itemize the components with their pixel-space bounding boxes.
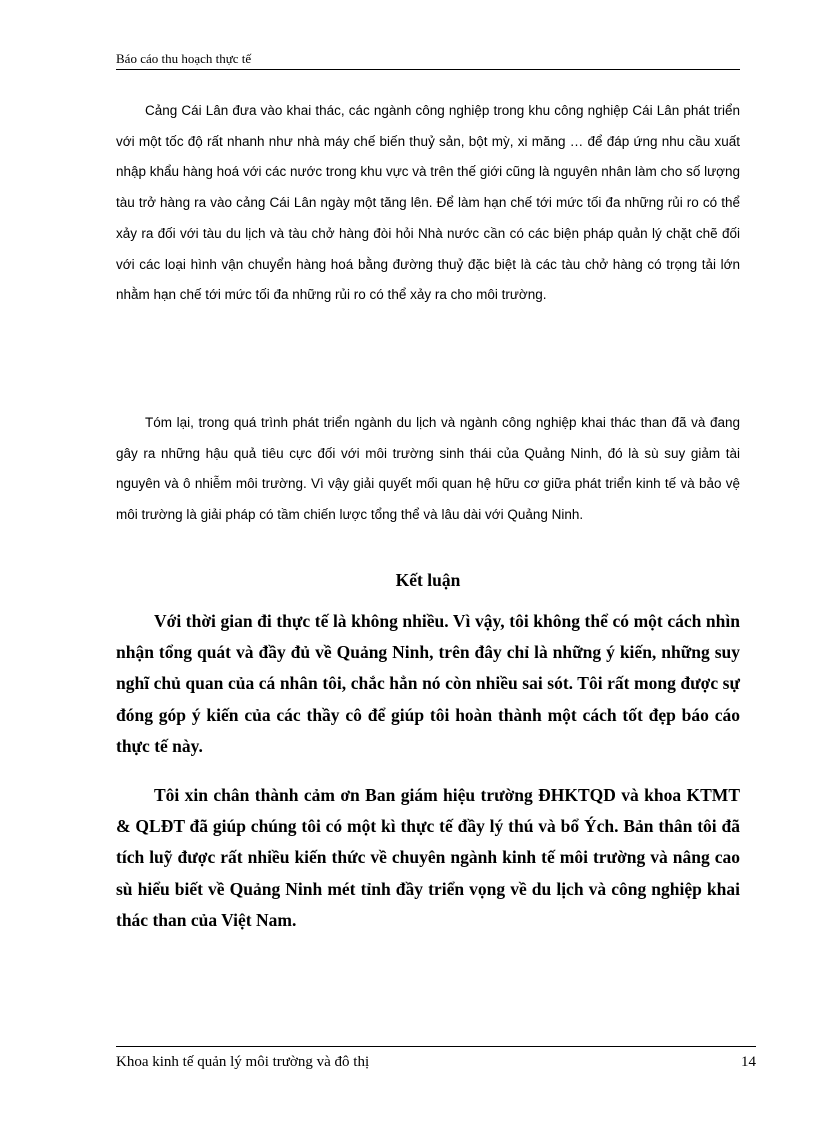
conclusion-section-1 <box>116 606 740 762</box>
paragraph: Tóm lại, trong quá trình phát triển ngành du lịch và ngành công nghiệp khai thác than đã và đang gây ra những hậu quả tiêu cực đối với môi trường sinh thái của Quảng Ninh, đó là sù suy giảm tài nguyên và ô nhiễm môi trường. Vì vậy giải quyết mối quan hệ hữu cơ giữa phát triển kinh tế và bảo vệ môi trường là giải pháp có tầm chiến lược tổng thể và lâu dài với Quảng Ninh. <box>116 415 740 523</box>
section-heading: Kết luận <box>395 570 461 590</box>
paragraph: Cảng Cái Lân đưa vào khai thác, các ngành công nghiệp trong khu công nghiệp Cái Lân phát triển với một tốc độ rất nhanh như nhà máy chế biến thuỷ sản, bột mỳ, xi măng … để đáp ứng nhu cầu xuất nhập khẩu hàng hoá với các nước trong khu vực và trên thế giới cũng là nguyên nhân làm cho số lượng tàu trở hàng ra vào cảng Cái Lân ngày một tăng lên. Để làm hạn chế tới mức tối đa những rủi ro có thể xảy ra đối với tàu du lịch và tàu chở hàng đòi hỏi Nhà nước cần có các biện pháp quản lý chặt chẽ đối với các loại hình vận chuyển hàng hoá bằng đường thuỷ đặc biệt là các tàu chở hàng có trọng tải lớn nhằm hạn chế tới mức tối đa những rủi ro có thể xảy ra cho môi trường. <box>116 103 740 303</box>
body-section-1 <box>116 96 740 311</box>
paragraph: Tôi xin chân thành cảm ơn Ban giám hiệu trường ĐHKTQD và khoa KTMT & QLĐT đã giúp chúng tôi có một kì thực tế đầy lý thú và bổ Ých. Bản thân tôi đã tích luỹ được rất nhiều kiến thức về chuyên ngành kinh tế môi trường và nâng cao sù hiểu biết về Quảng Ninh mét tỉnh đầy triển vọng về du lịch và công nghiệp khai thác than của Việt Nam. <box>116 785 740 930</box>
page-header <box>116 51 740 70</box>
body-section-2 <box>116 408 740 531</box>
header-title: Báo cáo thu hoạch thực tế <box>116 51 252 66</box>
footer-text: Khoa kinh tế quản lý môi trường và đô thị <box>116 1054 370 1070</box>
page-number: 14 <box>741 1054 756 1070</box>
page-footer <box>116 1046 756 1071</box>
paragraph: Với thời gian đi thực tế là không nhiều. Vì vậy, tôi không thể có một cách nhìn nhận tổng quát và đầy đủ về Quảng Ninh, trên đây chỉ là những ý kiến, những suy nghĩ chủ quan của cá nhân tôi, chắc hẳn nó còn nhiều sai sót. Tôi rất mong được sự đóng góp ý kiến của các thầy cô để giúp tôi hoàn thành một cách tốt đẹp báo cáo thực tế này. <box>116 611 740 756</box>
conclusion-section-2 <box>116 780 740 936</box>
